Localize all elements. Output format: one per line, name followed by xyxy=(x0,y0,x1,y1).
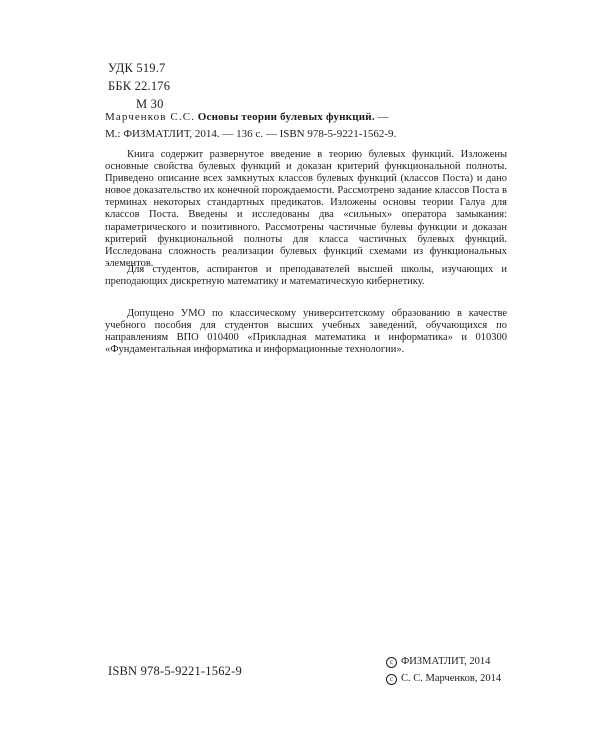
bibliographic-record xyxy=(105,109,507,143)
copyright-icon: c xyxy=(386,674,397,685)
udk-code: УДК 519.7 xyxy=(108,61,166,75)
abstract-paragraph: Книга содержит развернутое введение в теорию булевых функций. Изложены основные свойства булевых функций и доказан критерий функциональной полноты. Приведено описание всех замкнутых классов булевых функций (классов Поста) и дано новое доказательство их конечной порождаемости. Рассмотрено задание классов Поста в терминах некоторых стандартных предикатов. Изложены основы теории Галуа для классов Поста. Введены и исследованы два «сильных» оператора замыкания: параметрического и позитивного. Рассмотрены частичные булевы функции и доказан критерий функциональной полноты для класса частичных булевых функций. Исследована сложность реализации булевых функций схемами из функциональных элементов. xyxy=(105,149,507,269)
audience-paragraph: Для студентов, аспирантов и преподавателей высшей школы, изучающих и преподающих дискретную математику и математическую кибернетику. xyxy=(105,264,507,288)
copyright-author-text: С. С. Марченков, 2014 xyxy=(401,673,502,684)
record-imprint: М.: ФИЗМАТЛИТ, 2014. — 136 с. — ISBN 978-5-9221-1562-9. xyxy=(105,128,397,140)
approval-paragraph: Допущено УМО по классическому университетскому образованию в качестве учебного пособия для студентов высших учебных заведений, обучающихся по направлениям ВПО 010400 «Прикладная математика и информатика» и 010300 «Фундаментальная информатика и информационные технологии». xyxy=(105,308,507,356)
bbk-code: ББК 22.176 xyxy=(108,79,171,93)
copyright-publisher-text: ФИЗМАТЛИТ, 2014 xyxy=(401,656,491,667)
record-title: Основы теории булевых функций. xyxy=(197,111,375,123)
copyright-author xyxy=(386,672,501,686)
isbn-number: ISBN 978-5-9221-1562-9 xyxy=(108,664,242,678)
copyright-icon: c xyxy=(386,657,397,668)
copyright-publisher xyxy=(386,655,490,669)
author-mark: М 30 xyxy=(136,97,164,111)
record-author: Марченков С.С. xyxy=(105,111,195,123)
record-dash: — xyxy=(377,111,389,123)
